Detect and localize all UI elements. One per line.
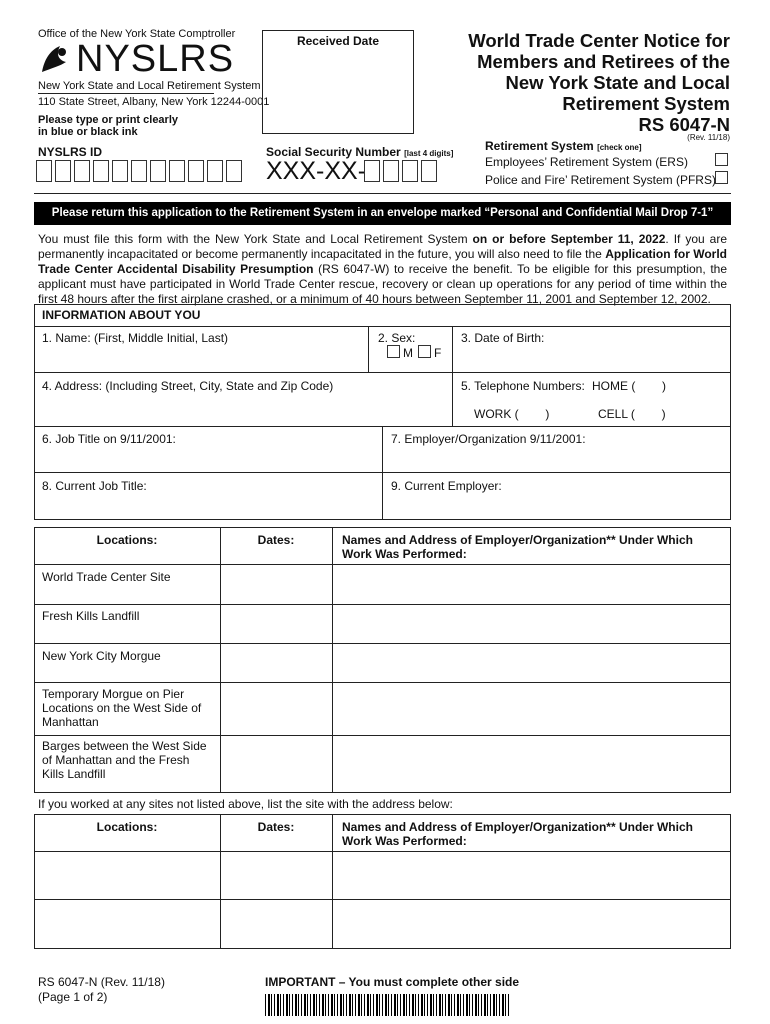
sex-m-label: M (403, 346, 413, 360)
site-row: New York City Morgue (42, 649, 161, 663)
sex-f-checkbox[interactable] (418, 345, 431, 358)
address-field[interactable]: 4. Address: (Including Street, City, State and Zip Code) (42, 379, 334, 393)
nyslrs-id-input[interactable] (36, 160, 245, 182)
print-note: Please type or print clearly in blue or black ink (38, 114, 179, 138)
ssn-hint: [last 4 digits] (404, 149, 454, 158)
col-employer: Names and Address of Employer/Organization** Under Which Work Was Performed: (342, 533, 693, 561)
ssn-prefix: XXX-XX- (266, 157, 367, 185)
address-line: 110 State Street, Albany, New York 12244-0001 (38, 96, 270, 108)
intro-paragraph: You must file this form with the New York State and Local Retirement System on or before September 11, 2022. If you are permanently incapacitated or become permanently incapacitated in the future, you will also need to file the Application for World Trade Center Accidental Disability Presumption (RS 6047-W) to receive the benefit. To be eligible for this presumption, the applicant must have participated in World Trade Center rescue, recovery or clean up operations for any period of time within the first 48 hours after the first airplane crashed, or a minimum of 40 hours between September 11, 2001 and September 12, 2002. (38, 232, 727, 306)
phone-work[interactable]: WORK ( ) (474, 407, 550, 421)
revision: (Rev. 11/18) (687, 133, 730, 142)
nyslrs-id-label: NYSLRS ID (38, 145, 103, 159)
name-field[interactable]: 1. Name: (First, Middle Initial, Last) (42, 331, 229, 345)
retirement-hint: [check one] (597, 143, 642, 152)
current-employer-field[interactable]: 9. Current Employer: (391, 479, 502, 493)
info-heading: INFORMATION ABOUT YOU (42, 308, 201, 322)
job-title-field[interactable]: 6. Job Title on 9/11/2001: (42, 432, 176, 446)
logo-text: NYSLRS (76, 38, 235, 80)
form-title: World Trade Center Notice for Members and Retirees of the New York State and Local Retirement System (468, 30, 730, 114)
sex-f-label: F (434, 346, 442, 360)
current-job-field[interactable]: 8. Current Job Title: (42, 479, 147, 493)
col-dates: Dates: (257, 820, 295, 834)
divider (38, 93, 214, 94)
retirement-system-label: Retirement System [check one] (485, 139, 642, 153)
other-sites-note: If you worked at any sites not listed above, list the site with the address below: (38, 797, 453, 811)
barcode (265, 994, 509, 1016)
ers-checkbox[interactable] (715, 153, 728, 166)
phone-label: 5. Telephone Numbers: (461, 379, 585, 393)
employer-field[interactable]: 7. Employer/Organization 9/11/2001: (391, 432, 586, 446)
received-date-label: Received Date (296, 34, 380, 48)
site-row: Fresh Kills Landfill (42, 609, 140, 623)
form-number: RS 6047-N (638, 114, 730, 135)
footer-form-number: RS 6047-N (Rev. 11/18) (38, 975, 165, 989)
dob-field[interactable]: 3. Date of Birth: (461, 331, 545, 345)
pfrs-checkbox[interactable] (715, 171, 728, 184)
ers-label: Employees’ Retirement System (ERS) (485, 155, 688, 169)
col-dates: Dates: (257, 533, 295, 547)
sex-m-checkbox[interactable] (387, 345, 400, 358)
site-row: Barges between the West Side of Manhattan and the Fresh Kills Landfill (42, 739, 207, 781)
system-name: New York State and Local Retirement System (38, 80, 261, 92)
footer-page-number: (Page 1 of 2) (38, 990, 108, 1004)
col-locations: Locations: (96, 533, 158, 547)
col-employer: Names and Address of Employer/Organization** Under Which Work Was Performed: (342, 820, 693, 848)
office-name: Office of the New York State Comptroller (38, 28, 236, 40)
nyslrs-logo-icon (38, 42, 72, 78)
ssn-input[interactable] (364, 160, 440, 182)
ssn-label: Social Security Number [last 4 digits] (266, 145, 454, 159)
divider (34, 193, 731, 194)
phone-cell[interactable]: CELL ( ) (598, 407, 666, 421)
pfrs-label: Police and Fire’ Retirement System (PFRS) (485, 173, 716, 187)
footer-important: IMPORTANT – You must complete other side (265, 975, 520, 989)
site-row: Temporary Morgue on Pier Locations on the West Side of Manhattan (42, 687, 202, 729)
sex-label: 2. Sex: (378, 331, 416, 345)
received-date-box (262, 30, 414, 134)
site-row: World Trade Center Site (42, 570, 171, 584)
phone-home[interactable]: HOME ( ) (592, 379, 666, 393)
return-banner: Please return this application to the Retirement System in an envelope marked “Personal and Confidential Mail Drop 7-1” (34, 202, 731, 225)
col-locations: Locations: (96, 820, 158, 834)
